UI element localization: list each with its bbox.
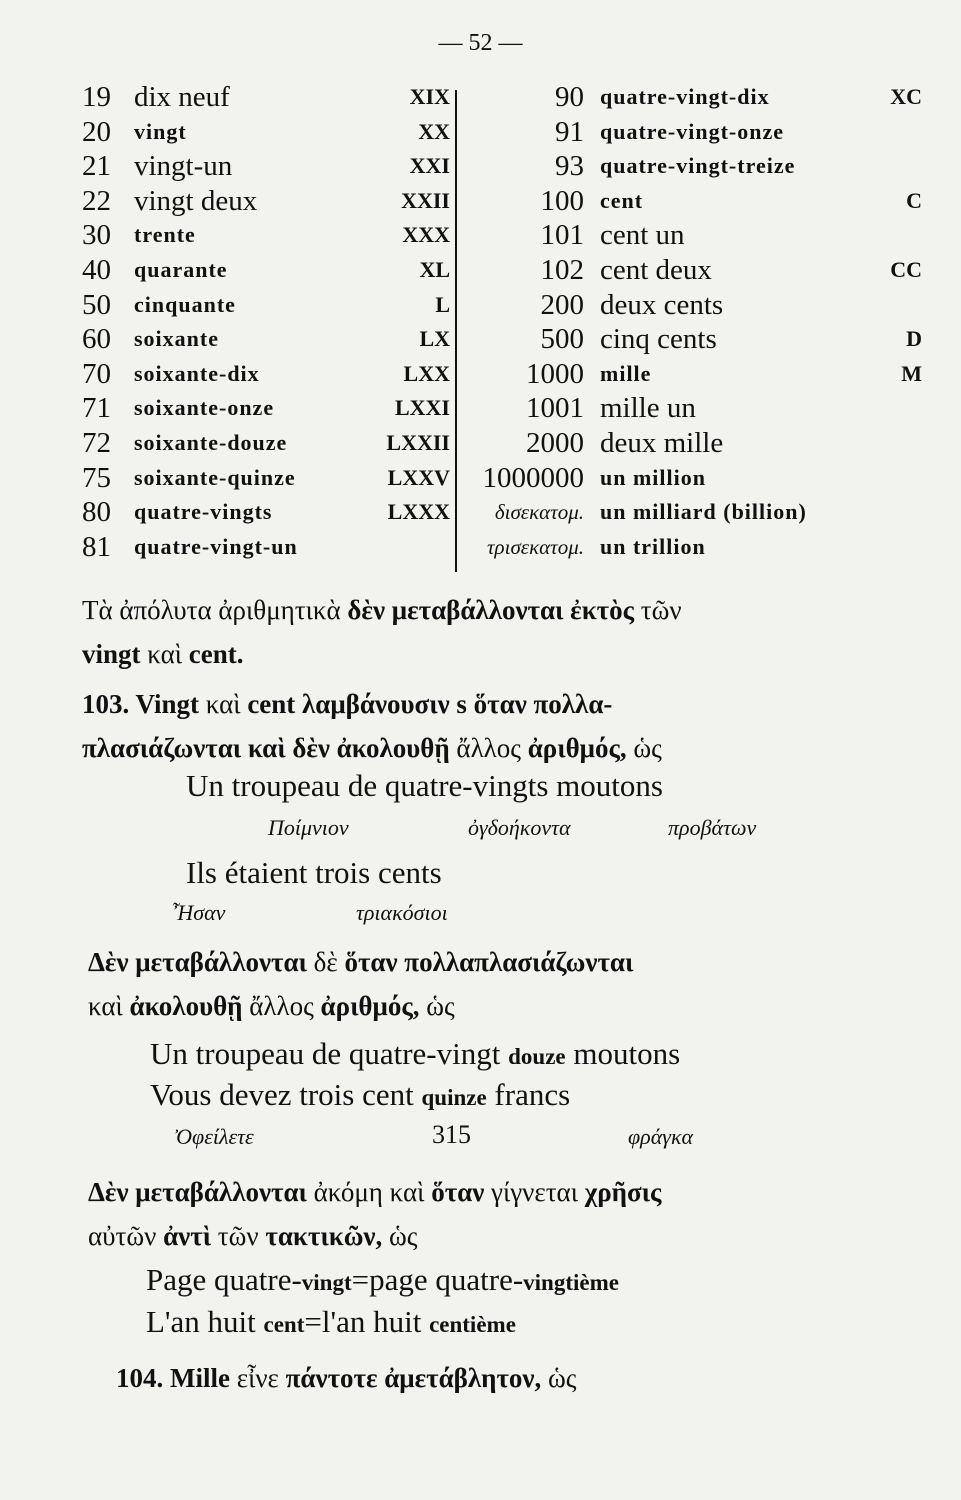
numeral-digits: 1000000	[482, 461, 584, 494]
numeral-word: un trillion	[600, 533, 706, 559]
numeral-digits: 30	[82, 219, 111, 252]
numeral-digits: 72	[82, 426, 111, 459]
numeral-word: trente	[134, 222, 196, 248]
p4-text-g: ἀντὶ	[156, 1221, 212, 1251]
numeral-digits: 102	[540, 253, 584, 286]
left-row	[82, 218, 456, 253]
right-row	[462, 495, 922, 530]
roman-numeral: LX	[419, 326, 450, 352]
section-number-104: 104.	[116, 1363, 164, 1393]
example-2-greek-2: τριακόσιοι	[356, 900, 448, 925]
paragraph-not-changing	[88, 940, 928, 1028]
page-number: — 52 —	[438, 30, 523, 56]
p1-text-e: καὶ	[140, 639, 189, 669]
numeral-word: deux mille	[600, 426, 724, 459]
p3-text-d: καὶ	[88, 991, 123, 1021]
numeral-word: cinq cents	[600, 323, 717, 356]
ex6-text-b: cent	[263, 1312, 305, 1337]
numeral-digits: 60	[82, 323, 111, 356]
p2-text-e: ἄλλος	[449, 733, 528, 763]
section-number-103: 103.	[82, 689, 130, 719]
numeral-digits: τρισεκατομ.	[487, 534, 584, 559]
p3-text-b: δὲ	[306, 947, 345, 977]
right-row	[462, 391, 922, 426]
left-row	[82, 149, 456, 184]
right-row	[462, 288, 922, 323]
p4-text-a: Δὲν μεταβάλλονται	[88, 1177, 307, 1207]
numeral-word: deux cents	[600, 288, 724, 321]
example-4-greek-3: φράγκα	[628, 1124, 694, 1149]
numeral-word: cent un	[600, 219, 685, 252]
roman-numeral: M	[901, 360, 922, 386]
numeral-digits: 22	[82, 184, 111, 217]
ex5-text-d: vingtième	[523, 1270, 619, 1295]
roman-numeral: L	[435, 291, 450, 317]
p5-text-d: ὡς	[541, 1363, 577, 1393]
example-1-greek-1: Ποίμνιον	[268, 815, 349, 840]
numeral-word: soixante	[134, 326, 219, 352]
numerals-right-column	[462, 80, 922, 564]
p3-text-g: ἀριθμός,	[320, 991, 420, 1021]
example-4-greek-1: Ὀφείλετε	[174, 1124, 254, 1149]
p2-text-f: ἀριθμός,	[527, 733, 627, 763]
left-row	[82, 461, 456, 496]
numeral-digits: 91	[555, 115, 584, 148]
left-row	[82, 426, 456, 461]
numeral-digits: 2000	[526, 426, 584, 459]
right-row	[462, 426, 922, 461]
numeral-digits: 101	[540, 219, 584, 252]
numeral-digits: 70	[82, 357, 111, 390]
numeral-digits: 75	[82, 461, 111, 494]
numeral-word: soixante-onze	[134, 395, 275, 421]
p2-text-a: Vingt	[129, 689, 200, 719]
left-row	[82, 80, 456, 115]
roman-numeral: XIX	[409, 84, 450, 109]
paragraph-104	[116, 1356, 956, 1400]
numeral-word: cinquante	[134, 291, 236, 317]
left-row	[82, 495, 456, 530]
left-row	[82, 253, 456, 288]
left-row	[82, 530, 456, 565]
numeral-word: soixante-dix	[134, 360, 260, 386]
roman-numeral: LXXV	[387, 464, 450, 490]
numeral-word: un milliard (billion)	[600, 499, 807, 525]
ex5-text-b: vingt	[301, 1270, 352, 1295]
roman-numeral: LXX	[403, 360, 450, 386]
example-3-french	[150, 1036, 680, 1072]
left-row	[82, 391, 456, 426]
numeral-digits: 20	[82, 115, 111, 148]
roman-numeral: XXII	[401, 187, 450, 213]
p2-text-c: cent λαμβάνουσιν s ὅταν πολλα-	[247, 689, 613, 719]
left-row	[82, 322, 456, 357]
ex3-text-a: Un troupeau de quatre-vingt	[150, 1036, 509, 1071]
left-row	[82, 115, 456, 150]
example-4-number: 315	[432, 1120, 471, 1149]
p4-text-e: χρῆσις	[584, 1177, 662, 1207]
example-1-french: Un troupeau de quatre-vingts moutons	[186, 768, 663, 803]
p4-text-f: αὐτῶν	[88, 1221, 157, 1251]
p4-text-h: τῶν	[211, 1221, 266, 1251]
numeral-word: quatre-vingts	[134, 499, 273, 525]
roman-numeral: XXX	[402, 222, 450, 248]
roman-numeral: LXXX	[387, 499, 450, 525]
p4-text-i: τακτικῶν,	[265, 1221, 383, 1251]
numeral-digits: 93	[555, 150, 584, 183]
ex3-text-b: douze	[508, 1044, 566, 1069]
numeral-digits: 200	[540, 288, 584, 321]
ex4-text-c: francs	[486, 1077, 571, 1112]
roman-numeral: LXXII	[386, 429, 450, 455]
numeral-digits: 19	[82, 81, 111, 113]
ex4-text-b: quinze	[421, 1085, 487, 1110]
right-row	[462, 322, 922, 357]
numeral-word: mille un	[600, 392, 696, 425]
p4-text-d: γίγνεται	[484, 1177, 585, 1207]
numeral-word: quatre-vingt-treize	[600, 153, 796, 179]
numeral-digits: 80	[82, 496, 111, 529]
numeral-digits: 71	[82, 392, 111, 425]
right-row	[462, 218, 922, 253]
p5-text-a: Mille	[163, 1363, 230, 1393]
numeral-word: quatre-vingt-onze	[600, 118, 785, 144]
numeral-digits: 90	[555, 81, 584, 113]
ex6-text-a: L'an huit	[146, 1304, 264, 1339]
paragraph-103	[82, 682, 922, 770]
numeral-word: vingt deux	[134, 184, 258, 217]
numeral-word: soixante-douze	[134, 429, 288, 455]
numeral-word: mille	[600, 360, 652, 386]
ex6-text-d: centième	[429, 1312, 516, 1337]
roman-numeral: D	[906, 326, 922, 352]
example-2-greek-1: Ἦσαν	[172, 900, 226, 925]
right-row	[462, 80, 922, 115]
numeral-word: un million	[600, 464, 706, 490]
p5-text-b: εἶνε	[229, 1363, 286, 1393]
numeral-word: cent deux	[600, 253, 712, 286]
numeral-word: quatre-vingt-un	[134, 533, 298, 559]
numeral-word: vingt-un	[134, 150, 233, 183]
example-6	[146, 1304, 516, 1340]
ex5-text-c: =page quatre-	[351, 1262, 524, 1297]
roman-numeral: XC	[890, 84, 922, 109]
numeral-digits: 1001	[526, 392, 584, 425]
roman-numeral: XX	[418, 118, 450, 144]
right-row	[462, 184, 922, 219]
left-row	[82, 357, 456, 392]
ex6-text-c: =l'an huit	[304, 1304, 430, 1339]
left-row	[82, 288, 456, 323]
p2-text-g: ὡς	[626, 733, 662, 763]
roman-numeral: CC	[890, 256, 922, 282]
left-row	[82, 184, 456, 219]
numeral-word: quatre-vingt-dix	[600, 84, 770, 109]
ex3-text-c: moutons	[565, 1036, 681, 1071]
right-row	[462, 149, 922, 184]
p3-text-a: Δὲν μεταβάλλονται	[88, 947, 307, 977]
column-divider	[455, 90, 457, 572]
numeral-word: quarante	[134, 256, 228, 282]
ex4-text-a: Vous devez trois cent	[150, 1077, 422, 1112]
numeral-digits: 21	[82, 150, 111, 183]
p2-text-d: πλασιάζωνται καὶ δὲν ἀκολουθῇ	[82, 733, 450, 763]
paragraph-ordinals	[88, 1170, 928, 1258]
example-5	[146, 1262, 619, 1298]
numeral-digits: 500	[540, 323, 584, 356]
roman-numeral: LXXI	[394, 395, 450, 421]
numeral-digits: 50	[82, 288, 111, 321]
numeral-word: dix neuf	[134, 81, 230, 113]
right-row	[462, 357, 922, 392]
p3-text-f: ἄλλος	[242, 991, 321, 1021]
p3-text-c: ὅταν πολλαπλασιάζωνται	[344, 947, 634, 977]
ex5-text-a: Page quatre-	[146, 1262, 302, 1297]
example-1-greek-2: ὀγδοήκοντα	[468, 815, 571, 840]
right-row	[462, 115, 922, 150]
example-4-french	[150, 1077, 570, 1113]
numeral-digits: 100	[540, 184, 584, 217]
numeral-digits: 40	[82, 253, 111, 286]
paragraph-intro	[82, 588, 922, 676]
example-2-french: Ils étaient trois cents	[186, 855, 442, 890]
p4-text-j: ὡς	[382, 1221, 418, 1251]
example-1-greek-3: προβάτων	[668, 815, 757, 840]
numeral-word: vingt	[134, 118, 187, 144]
roman-numeral: XL	[419, 256, 450, 282]
p1-text-a: Τὰ ἀπόλυτα ἀριθμητικὰ	[82, 595, 348, 625]
p1-text-b: δὲν μεταβάλλονται ἐκτὸς	[347, 595, 635, 625]
right-row	[462, 530, 922, 565]
p1-text-d: vingt	[82, 639, 141, 669]
p1-text-f: cent.	[188, 639, 244, 669]
p3-text-h: ὡς	[419, 991, 455, 1021]
right-row	[462, 461, 922, 496]
roman-numeral: C	[906, 187, 922, 213]
numerals-table	[82, 80, 922, 570]
numeral-digits: 1000	[526, 357, 584, 390]
numeral-word: soixante-quinze	[134, 464, 296, 490]
p1-text-c: τῶν	[634, 595, 682, 625]
p4-text-c: ὅταν	[431, 1177, 485, 1207]
p4-text-b: ἀκόμη καὶ	[306, 1177, 432, 1207]
right-row	[462, 253, 922, 288]
p3-text-e: ἀκολουθῇ	[122, 991, 243, 1021]
p2-text-b: καὶ	[199, 689, 248, 719]
numeral-digits: δισεκατομ.	[494, 500, 584, 525]
roman-numeral: XXI	[409, 153, 450, 179]
numeral-digits: 81	[82, 530, 111, 563]
p5-text-c: πάντοτε ἀμετάβλητον,	[285, 1363, 542, 1393]
numeral-word: cent	[600, 187, 644, 213]
numerals-left-column	[82, 80, 456, 564]
